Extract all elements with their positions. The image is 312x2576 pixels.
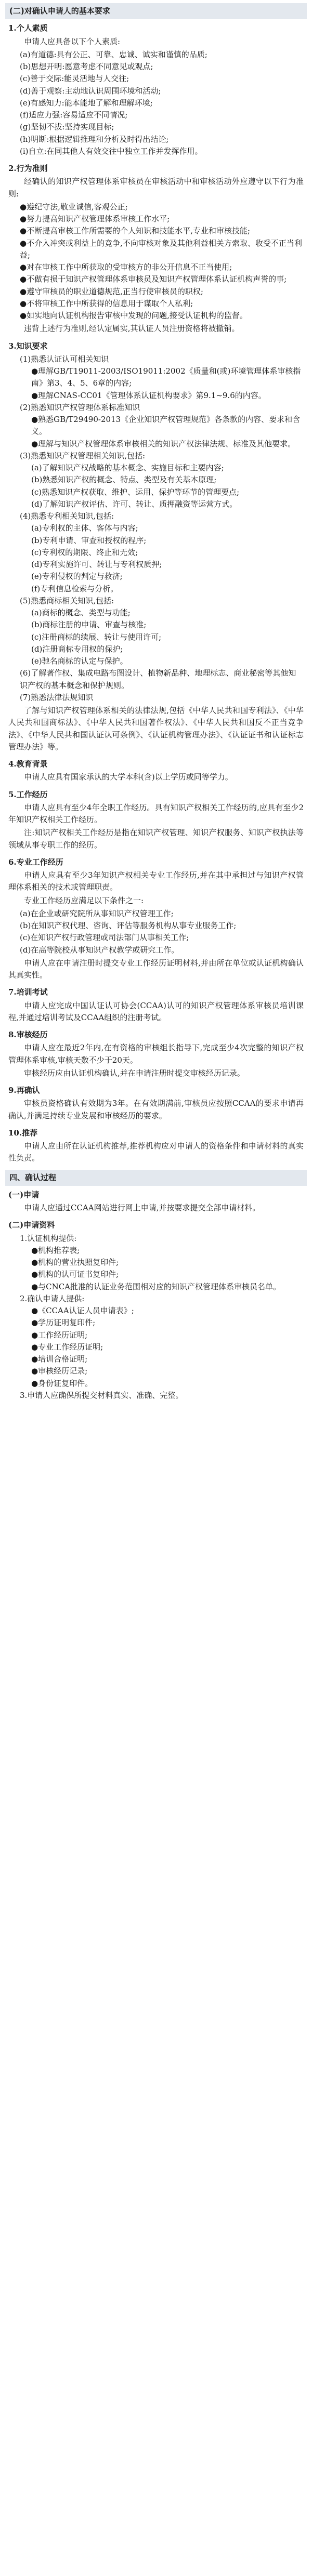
knowledge-laws-text: 了解与知识产权管理体系相关的法律法规,包括《中华人民共和国专利法》、《中华人民共和国商标法》、《中华人民共和国著作权法》、《中华人民共和国反不正当竞争法》、《中华人民共和国认证认可条例》、《认证机构管理办法》、《认证证书和认证标志管理办法》等。 [8, 706, 304, 751]
list-item: (e)专利侵权的判定与救济; [31, 572, 123, 582]
materials-sub-3: 3.申请人应确保所提交材料真实、准确、完整。 [20, 1390, 184, 1400]
list-item: ●机构的营业执照复印件; [31, 1258, 119, 1267]
list-item: ●工作经历证明; [31, 1330, 88, 1340]
professional-experience-text-1: 申请人应具有至少3年知识产权相关专业工作经历,并在其中承担过与知识产权管理体系相关的技术或管理职责。 [8, 870, 304, 892]
education-text: 申请人应具有国家承认的大学本科(含)以上学历或同等学力。 [24, 772, 233, 782]
list-item: (d)在高等院校从事知识产权教学或研究工作。 [20, 945, 179, 955]
list-item: ●如实地向认证机构报告审核中发现的问题,接受认证机构的监督。 [20, 311, 248, 320]
subsection-personal-qualities [8, 22, 304, 157]
list-item: (c)专利权的期限、终止和无效; [31, 547, 138, 557]
heading-reconfirmation: 9.再确认 [8, 1086, 40, 1095]
list-item: ●机构推荐表; [31, 1245, 80, 1255]
list-item: ●培训合格证明; [31, 1354, 88, 1364]
list-item: (a)专利权的主体、客体与内容; [31, 523, 138, 533]
list-item: (e)驰名商标的认定与保护。 [31, 656, 128, 666]
heading-personal-qualities: 1.个人素质 [8, 23, 48, 33]
list-item: ●机构的认可证书复印件; [31, 1270, 119, 1279]
list-item: ●理解与知识产权管理体系审核相关的知识产权法律法规、标准及其他要求。 [31, 439, 296, 448]
list-item: (b)在知识产权代理、咨询、评估等服务机构从事专业服务工作; [20, 921, 237, 930]
intro-code-of-conduct: 经确认的知识产权管理体系审核员在审核活动中和审核活动外应遵守以下行为准则: [8, 177, 304, 199]
heading-education: 4.教育背景 [8, 759, 48, 769]
knowledge-sub-2: (2)熟悉知识产权管理体系标准知识 [20, 402, 140, 412]
list-item: (d)专利实施许可、转让与专利权质押; [31, 560, 162, 569]
list-item: ●遵纪守法,敬业诚信,客观公正; [20, 202, 128, 212]
subsection-knowledge [8, 340, 304, 754]
list-item: ●理解CNAS-CC01《管理体系认证机构要求》第9.1~9.6的内容。 [31, 390, 266, 400]
list-item: (b)商标注册的申请、审查与核准; [31, 620, 147, 630]
list-item: (c)善于交际:能灵活地与人交往; [20, 74, 129, 84]
heading-application: (一)申请 [8, 1190, 40, 1199]
list-item: (d)了解知识产权评估、许可、转让、质押融资等运营方式。 [31, 499, 238, 509]
recommendation-text: 申请人应由所在认证机构推荐,推荐机构应对申请人的资格条件和申请材料的真实性负责。 [8, 1141, 304, 1163]
subsection-reconfirmation [8, 1085, 304, 1122]
heading-professional-experience: 6.专业工作经历 [8, 857, 63, 867]
reconfirmation-text: 审核员资格确认有效期为3年。在有效期满前,审核员应按照CCAA的要求申请再确认,并满足持续专业发展和审核经历的要求。 [8, 1099, 304, 1120]
heading-training: 7.培训考试 [8, 987, 48, 997]
list-item: (a)了解知识产权战略的基本概念、实施目标和主要内容; [31, 463, 224, 472]
audit-experience-text-2: 审核经历应由认证机构确认,并在申请注册时提交审核经历记录。 [24, 1068, 245, 1078]
list-item: ●对在审核工作中所获取的受审核方的非公开信息不正当使用; [20, 262, 232, 272]
list-item: (b)专利申请、审查和授权的程序; [31, 535, 147, 545]
heading-work-experience: 5.工作经历 [8, 789, 48, 799]
list-item: (f)适应力强:容易适应不同情况; [20, 110, 128, 120]
list-item: (a)有道德:具有公正、可靠、忠诚、诚实和谨慎的品质; [20, 49, 207, 59]
work-experience-note: 注:知识产权相关工作经历是指在知识产权管理、知识产权服务、知识产权执法等领域从事专职工作的经历。 [8, 828, 304, 850]
subsection-code-of-conduct [8, 163, 304, 335]
closing-code-of-conduct: 违背上述行为准则,经认定属实,其认证人员注册资格将被撤销。 [24, 324, 240, 334]
knowledge-sub-6: (6)了解著作权、集成电路布图设计、植物新品种、地理标志、商业秘密等其他知识产权的基本概念和保护规则。 [20, 668, 296, 690]
subsection-audit-experience [8, 1029, 304, 1079]
list-item: ●不介入冲突或利益上的竞争,不向审核对象及其他利益相关方索取、收受不正当利益; [20, 238, 302, 260]
list-item: ●专业工作经历证明; [31, 1342, 103, 1352]
subsection-work-experience [8, 789, 304, 851]
subsection-education [8, 758, 304, 784]
list-item: (d)善于观察:主动地认识周围环境和活动; [20, 86, 161, 96]
list-item: ●不做有损于知识产权管理体系审核员及知识产权管理体系认证机构声誉的事; [20, 274, 287, 284]
knowledge-sub-5: (5)熟悉商标相关知识,包括: [20, 596, 114, 605]
knowledge-sub-3: (3)熟悉知识产权管理相关知识,包括: [20, 451, 146, 460]
list-item: (b)熟悉知识产权的概念、特点、类型及有关基本原理; [31, 475, 217, 485]
list-item: (d)注册商标专用权的保护; [31, 644, 123, 654]
list-item: ●学历证明复印件; [31, 1318, 96, 1328]
list-item: (e)有感知力:能本能地了解和理解环境; [20, 98, 153, 108]
list-item: ●审核经历记录; [31, 1366, 88, 1376]
heading-knowledge: 3.知识要求 [8, 341, 48, 351]
subsection-application [8, 1189, 304, 1214]
professional-experience-text-2: 专业工作经历应满足以下条件之一: [24, 895, 144, 905]
list-item: (a)在企业或研究院所从事知识产权管理工作; [20, 908, 174, 918]
heading-application-materials: (二)申请资料 [8, 1220, 55, 1230]
professional-experience-text-3: 申请人应在申请注册时提交专业工作经历证明材料,并由所在单位或认证机构确认其真实性。 [8, 958, 304, 980]
list-item: ●遵守审核员的职业道德规范,正当行使审核员的职权; [20, 286, 203, 296]
section-title-process: 四、确认过程 [5, 1170, 307, 1186]
knowledge-sub-1: (1)熟悉认证认可相关知识 [20, 354, 109, 364]
list-item: (h)明断:根据逻辑推理和分析及时得出结论; [20, 134, 169, 144]
work-experience-text: 申请人应具有至少4年全职工作经历。具有知识产权相关工作经历的,应具有至少2年知识产权相关工作经历。 [8, 802, 304, 824]
list-item: (b)思想开明:愿意考虑不同意见或观点; [20, 62, 153, 71]
training-text: 申请人应完成中国认证认可协会(CCAA)认可的知识产权管理体系审核员培训课程,并通过培训考试及CCAA组织的注册考试。 [8, 1000, 304, 1022]
materials-sub-1: 1.认证机构提供: [20, 1233, 77, 1243]
heading-code-of-conduct: 2.行为准则 [8, 164, 48, 173]
intro-personal-qualities: 申请人应具备以下个人素质: [24, 36, 121, 46]
list-item: ●努力提高知识产权管理体系审核工作水平; [20, 214, 170, 223]
list-item: (g)坚韧不拔:坚持实现目标; [20, 122, 114, 132]
list-item: (c)注册商标的续展、转让与使用许可; [31, 632, 162, 642]
knowledge-sub-4: (4)熟悉专利相关知识,包括: [20, 511, 114, 521]
list-item: ●身份证复印件。 [31, 1378, 93, 1388]
list-item: ●《CCAA认证人员申请表》; [31, 1306, 134, 1315]
heading-recommendation: 10.推荐 [8, 1128, 38, 1138]
audit-experience-text-1: 申请人应在最近2年内,在有资格的审核组长指导下,完成至少4次完整的知识产权管理体系审核,审核天数不少于20天。 [8, 1043, 304, 1065]
knowledge-sub-7: (7)熟悉法律法规知识 [20, 692, 94, 702]
list-item: (c)在知识产权行政管理或司法部门从事相关工作; [20, 933, 189, 943]
heading-audit-experience: 8.审核经历 [8, 1030, 48, 1039]
list-item: (c)熟悉知识产权获取、维护、运用、保护等环节的管理要点; [31, 487, 240, 497]
list-item: ●理解GB/T19011-2003/ISO19011:2002《质量和(或)环境管理体系审核指南》第3、4、5、6章的内容; [31, 366, 301, 388]
list-item: ●不断提高审核工作所需要的个人知识和技能水平,专业和审核技能; [20, 226, 250, 236]
list-item: ●熟悉GB/T29490-2013《企业知识产权管理规范》各条款的内容、要求和含义。 [31, 415, 301, 437]
section-title-basic-requirements: (二)对确认申请人的基本要求 [5, 3, 307, 19]
application-text: 申请人应通过CCAA网站进行网上申请,并按要求提交全部申请材料。 [24, 1203, 261, 1212]
subsection-recommendation [8, 1127, 304, 1165]
list-item: ●与CNCA批准的认证业务范围相对应的知识产权管理体系审核员名单。 [31, 1282, 281, 1291]
list-item: (i)自立:在同其他人有效交往中独立工作并发挥作用。 [20, 146, 203, 156]
subsection-training [8, 986, 304, 1024]
materials-sub-2: 2.确认申请人提供: [20, 1293, 85, 1303]
list-item: (a)商标的概念、类型与功能; [31, 608, 131, 617]
list-item: ●不将审核工作中所获得的信息用于谋取个人私利; [20, 298, 193, 308]
subsection-application-materials [8, 1219, 304, 1402]
list-item: (f)专利信息检索与分析。 [31, 584, 119, 593]
subsection-professional-experience [8, 856, 304, 982]
